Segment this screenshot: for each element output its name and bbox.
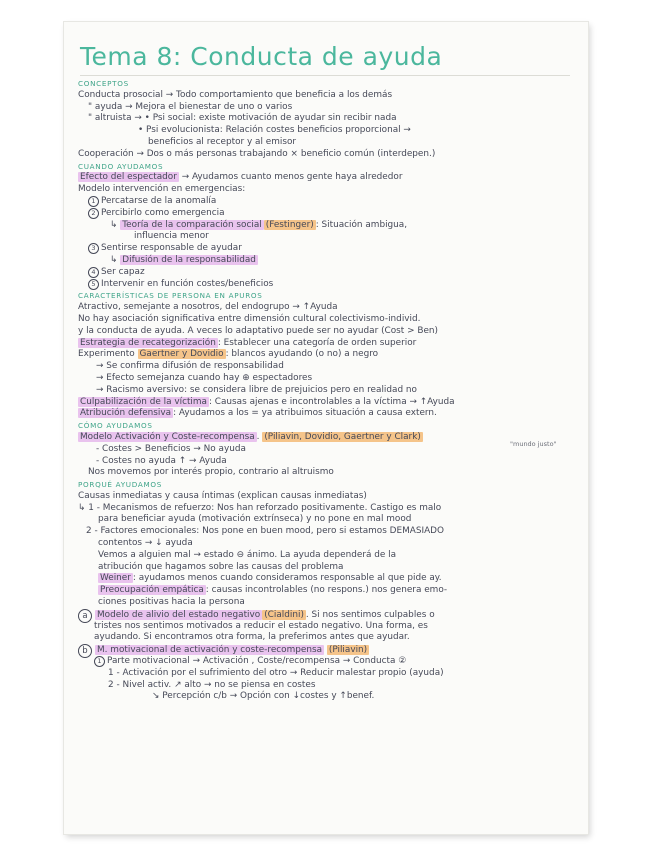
note-line: [78, 125, 578, 137]
circled-number: 1: [94, 656, 105, 667]
notebook-page: [64, 22, 588, 834]
line-tail: : ayudamos menos cuando consideramos responsable al que pide ay.: [132, 573, 442, 584]
line-text: Vemos a alguien mal → estado ⊖ ánimo. La ayuda dependerá de la: [98, 549, 397, 560]
note-line: [78, 609, 578, 621]
line-text: Conducta prosocial → Todo comportamiento que beneficia a los demás: [78, 89, 393, 100]
title-divider: [80, 75, 570, 76]
note-line: [78, 220, 578, 232]
section-heading: [78, 479, 578, 491]
line-text: contentos → ↓ ayuda: [98, 538, 193, 549]
note-line: [78, 503, 578, 515]
note-line: [78, 90, 578, 102]
line-text: 2 - Nivel activ. ↗ alto → no se piensa en costes: [108, 679, 316, 690]
line-tail: : Causas ajenas e incontrolables a la víctima → ↑Ayuda: [208, 396, 455, 407]
line-text: beneficios al receptor y al emisor: [148, 136, 297, 147]
section-heading: [78, 161, 578, 173]
line-tail: . Si nos sentimos culpables o: [305, 609, 435, 620]
note-line: [78, 102, 578, 114]
arrow-prefix: ↳: [110, 219, 121, 230]
highlighted-term: Preocupación empática: [100, 585, 204, 596]
note-line: [78, 444, 578, 456]
note-line: [78, 208, 578, 220]
note-line: [78, 184, 578, 196]
circled-number: 4: [88, 267, 99, 278]
note-line: [78, 349, 578, 361]
line-text: 1 - Activación por el sufrimiento del otro → Reducir malestar propio (ayuda): [108, 667, 444, 678]
line-text: Modelo intervención en emergencias:: [78, 184, 246, 195]
highlighted-term: Modelo Activación y Coste-recompensa: [80, 431, 255, 442]
line-text: Atractivo, semejante a nosotros, del endogrupo → ↑Ayuda: [78, 302, 338, 313]
note-line: [78, 314, 578, 326]
line-text: " ayuda → Mejora el bienestar de uno o varios: [88, 101, 293, 112]
circled-number: 2: [88, 208, 99, 219]
note-line: [78, 172, 578, 184]
note-line: [78, 656, 578, 668]
note-line: [78, 113, 578, 125]
note-line: [78, 302, 578, 314]
circled-letter: b: [78, 644, 92, 658]
note-line: [78, 397, 578, 409]
line-text: CUANDO AYUDAMOS: [78, 161, 164, 171]
note-line: [78, 668, 578, 680]
line-text: • Psi evolucionista: Relación costes beneficios proporcional →: [138, 125, 411, 136]
note-line: [78, 408, 578, 420]
line-tail: : blancos ayudando (o no) a negro: [225, 349, 379, 360]
highlighted-author: Gaertner y Dovidio: [139, 349, 224, 360]
note-line: [78, 514, 578, 526]
page-title: Tema 8: Conducta de ayuda: [80, 42, 443, 71]
line-text: ↘ Percepción c/b → Opción con ↓costes y ↑benef.: [152, 691, 375, 702]
line-text: para beneficiar ayuda (motivación extrínseca) y no pone en mal mood: [98, 514, 412, 525]
highlighted-author: (Cialdini): [264, 609, 304, 620]
line-text: → Racismo aversivo: se considera libre de prejuicios pero en realidad no: [96, 384, 417, 395]
note-line: [78, 526, 578, 538]
note-line: [78, 149, 578, 161]
note-line: [78, 550, 578, 562]
line-text: Sentirse responsable de ayudar: [101, 243, 242, 254]
highlighted-term: Atribución defensiva: [80, 408, 172, 419]
line-text: ayudando. Si encontramos otra forma, la preferimos antes que ayudar.: [94, 632, 410, 643]
line-text: CARACTERÍSTICAS DE PERSONA EN APUROS: [78, 291, 263, 301]
note-line: [78, 432, 578, 444]
note-line: [78, 597, 578, 609]
margin-note: "mundo justo": [510, 440, 557, 448]
line-text: PORQUÉ AYUDAMOS: [78, 480, 162, 490]
note-line: [78, 137, 578, 149]
section-heading: [78, 420, 578, 432]
note-line: [78, 267, 578, 279]
line-text: Causas inmediatas y causa íntimas (explican causas inmediatas): [78, 490, 367, 501]
line-text: - Costes no ayuda ↑ → Ayuda: [96, 455, 227, 466]
note-line: [78, 385, 578, 397]
section-heading: [78, 290, 578, 302]
note-line: [78, 361, 578, 373]
line-text: CÓMO AYUDAMOS: [78, 421, 153, 431]
note-line: [78, 196, 578, 208]
line-text: Ser capaz: [101, 266, 145, 277]
line-tail: : Situación ambigua,: [315, 219, 408, 230]
line-tail: → Ayudamos cuanto menos gente haya alrededor: [178, 172, 403, 183]
highlighted-term: Culpabilización de la víctima: [80, 396, 207, 407]
line-text: Parte motivacional → Activación , Coste/recompensa → Conducta ②: [107, 656, 407, 667]
line-text: → Se confirma difusión de responsabilidad: [96, 361, 284, 372]
line-text: Intervenir en función costes/beneficios: [101, 278, 274, 289]
line-text: - Costes > Beneficios → No ayuda: [96, 443, 246, 454]
line-text: Percibirlo como emergencia: [101, 207, 225, 218]
note-line: [78, 644, 578, 656]
note-line: [78, 562, 578, 574]
note-line: [78, 243, 578, 255]
circled-number: 3: [88, 243, 99, 254]
note-line: [78, 585, 578, 597]
circled-number: 1: [88, 196, 99, 207]
highlighted-term: Estrategia de recategorización: [80, 337, 216, 348]
note-line: [78, 456, 578, 468]
highlighted-term: Modelo de alivio del estado negativo: [97, 609, 261, 620]
section-heading: [78, 78, 578, 90]
highlighted-author: (Piliavin, Dovidio, Gaertner y Clark): [264, 431, 421, 442]
highlighted-term: Difusión de la responsabilidad: [122, 254, 256, 265]
line-tail: : Establecer una categoría de orden superior: [217, 337, 417, 348]
note-line: [78, 621, 578, 633]
note-line: [78, 373, 578, 385]
arrow-prefix: ↳: [110, 254, 121, 265]
line-text: y la conducta de ayuda. A veces lo adaptativo puede ser no ayudar (Cost > Ben): [78, 325, 439, 336]
line-text: atribución que hagamos sobre las causas del problema: [98, 561, 344, 572]
highlighted-term: Efecto del espectador: [80, 172, 177, 183]
line-text: CONCEPTOS: [78, 79, 129, 88]
line-text: Nos movemos por interés propio, contrario al altruismo: [88, 467, 334, 478]
line-text: Percatarse de la anomalía: [101, 195, 217, 206]
highlighted-term: M. motivacional de activación y coste-recompensa: [97, 645, 323, 656]
line-text: → Efecto semejanza cuando hay ⊕ espectadores: [96, 372, 313, 383]
line-text: 2 - Factores emocionales: Nos pone en buen mood, pero si estamos DEMASIADO: [86, 526, 444, 537]
note-line: [78, 279, 578, 291]
note-line: [78, 632, 578, 644]
note-line: [78, 231, 578, 243]
circled-letter: a: [78, 609, 92, 623]
highlighted-author: (Piliavin): [328, 645, 368, 656]
highlighted-term: Teoría de la comparación social: [122, 219, 262, 230]
note-line: [78, 691, 578, 703]
note-line: [78, 573, 578, 585]
line-text: tristes nos sentimos motivados a reducir el estado negativo. Una forma, es: [94, 620, 428, 631]
line-tail: : causas incontrolables (no respons.) nos genera emo-: [205, 585, 448, 596]
line-text: influencia menor: [134, 231, 209, 242]
note-line: [78, 338, 578, 350]
line-text: ciones positivas hacia la persona: [98, 597, 245, 608]
line-text: Experimento: [78, 349, 138, 360]
highlighted-author: (Festinger): [265, 219, 314, 230]
circled-number: 5: [88, 279, 99, 290]
note-line: [78, 326, 578, 338]
line-tail: .: [256, 431, 263, 442]
line-text: " altruista → • Psi social: existe motivación de ayudar sin recibir nada: [88, 113, 397, 124]
note-line: [78, 538, 578, 550]
note-line: [78, 680, 578, 692]
line-text: No hay asociación significativa entre dimensión cultural colectivismo-individ.: [78, 313, 421, 324]
line-text: Cooperación → Dos o más personas trabajando × beneficio común (interdepen.): [78, 148, 436, 159]
notes-body: [78, 78, 578, 703]
note-line: [78, 255, 578, 267]
line-tail: : Ayudamos a los = ya atribuimos situación a causa extern.: [173, 408, 437, 419]
note-line: [78, 467, 578, 479]
highlighted-term: Weiner: [100, 573, 131, 584]
line-text: ↳ 1 - Mecanismos de refuerzo: Nos han reforzado positivamente. Castigo es malo: [78, 502, 442, 513]
note-line: [78, 491, 578, 503]
